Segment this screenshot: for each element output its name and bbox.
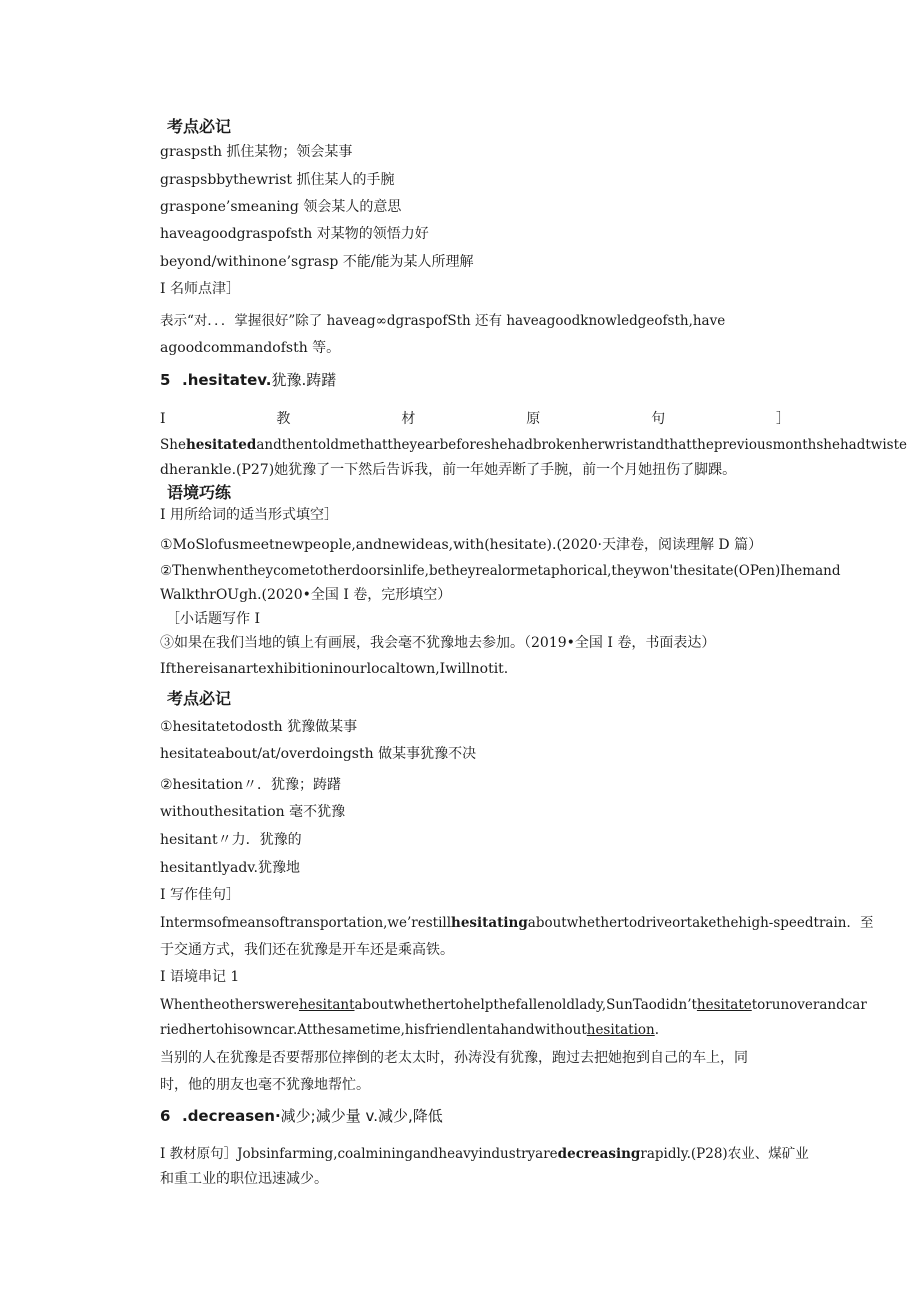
question-3-line1: ③如果在我们当地的镇上有画展，我会毫不犹豫地去参加。（2019•全国 I 卷，书面表达） xyxy=(160,635,716,651)
text-span: Intermsofmeansoftransportation,we’restill xyxy=(160,915,452,931)
source-char: I xyxy=(160,411,166,427)
question-2-line1: ②Thenwhentheycometotherdoorsinlife,betheyrealormetaphorical,theywon'thesitate(OPen)Ihemand xyxy=(160,563,841,579)
text-span: Jobsinfarming,coalminingandheavyindustryare xyxy=(237,1146,558,1162)
source-sentence-line2: dherankle.(P27)她犹豫了一下然后告诉我，前一年她弄断了手腕，前一个月她扭伤了脚踝。 xyxy=(160,462,737,478)
section-word: .hesitatev. xyxy=(182,371,272,389)
bold-keyword: hesitating xyxy=(451,915,528,931)
list-item: graspsth 抓住某物；领会某事 xyxy=(160,144,353,160)
section-word: .decreasen· xyxy=(182,1107,281,1125)
decrease-source-line1 xyxy=(160,1145,809,1163)
list-item: graspsbbythewrist 抓住某人的手腕 xyxy=(160,172,395,188)
tip-label: I 名师点津］ xyxy=(160,281,240,297)
source-char: 原 xyxy=(526,411,541,427)
chain-label: I 语境串记 1 xyxy=(160,969,240,985)
chain-line2 xyxy=(160,1021,659,1039)
source-sentence-line1 xyxy=(160,436,907,454)
section-heading-decrease xyxy=(160,1107,443,1125)
heading-kaodian-1: 考点必记 xyxy=(167,117,232,136)
section-number: 5 xyxy=(160,371,171,389)
source-label-spread xyxy=(160,410,790,428)
text-span: I 教材原句］ xyxy=(160,1146,238,1162)
text-span: aboutwhethertodriveortakethehigh-speedtrain．至 xyxy=(527,915,874,931)
underlined-word: hesitation xyxy=(586,1022,655,1038)
chain-line1 xyxy=(160,996,867,1014)
good-sentence-line1 xyxy=(160,914,873,932)
underlined-word: hesitate xyxy=(696,997,752,1013)
bold-keyword: decreasing xyxy=(557,1146,641,1162)
source-char: 材 xyxy=(401,411,416,427)
section-meaning: 减少;减少量 v.减少,降低 xyxy=(280,1107,443,1125)
decrease-source-line2: 和重工业的职位迅速减少。 xyxy=(160,1171,328,1187)
section-number: 6 xyxy=(160,1107,171,1125)
text-span: rapidly.(P28)农业、煤矿业 xyxy=(640,1146,809,1162)
writing-label: ［小话题写作 I xyxy=(166,611,260,627)
question-1: ①MoSlofusmeetnewpeople,andnewideas,with(hesitate).(2020·天津卷，阅读理解 D 篇） xyxy=(160,537,763,553)
text-span: riedhertohisowncar.Atthesametime,hisfriendlentahandwithout xyxy=(160,1022,587,1038)
list-item: hesitant〃力．犹豫的 xyxy=(160,832,302,848)
list-item: withouthesitation 毫不犹豫 xyxy=(160,804,346,820)
list-item: graspone’smeaning 领会某人的意思 xyxy=(160,199,402,215)
chain-chinese-line2: 时，他的朋友也毫不犹豫地帮忙。 xyxy=(160,1077,370,1093)
chain-chinese-line1: 当别的人在犹豫是否要帮那位摔倒的老太太时，孙涛没有犹豫，跑过去把她抱到自己的车上，同 xyxy=(160,1050,748,1066)
source-char: 教 xyxy=(276,411,291,427)
question-3-line2: Ifthereisanartexhibitioninourlocaltown,Iwillnotit. xyxy=(160,661,509,677)
tip-text-line1: 表示“对．．．掌握很好”除了 haveag∞dgraspofSth 还有 haveagoodknowledgeofsth,have xyxy=(160,313,726,329)
list-item: hesitantlyadv.犹豫地 xyxy=(160,860,300,876)
list-item: beyond/withinone’sgrasp 不能/能为某人所理解 xyxy=(160,254,474,270)
list-item: hesitateabout/at/overdoingsth 做某事犹豫不决 xyxy=(160,746,477,762)
text-span: aboutwhethertohelpthefallenoldlady,SunTaodidn’t xyxy=(354,997,697,1013)
text-span: torunoverandcar xyxy=(751,997,867,1013)
question-2-line2: WalkthrOUgh.(2020•全国 I 卷，完形填空） xyxy=(160,587,452,603)
text-span: . xyxy=(654,1022,660,1038)
text-span: Whentheotherswere xyxy=(160,997,299,1013)
list-item: ①hesitatetodosth 犹豫做某事 xyxy=(160,719,358,735)
bold-keyword: hesitated xyxy=(185,437,257,453)
good-sentence-label: I 写作佳句］ xyxy=(160,887,240,903)
list-item: haveagoodgraspofsth 对某物的领悟力好 xyxy=(160,226,429,242)
good-sentence-line2: 于交通方式，我们还在犹豫是开车还是乘高铁。 xyxy=(160,942,454,958)
heading-kaodian-2: 考点必记 xyxy=(167,689,232,708)
heading-practice: 语境巧练 xyxy=(167,483,232,502)
text-span: andthentoldmethattheyearbeforeshehadbrokenherwristandthatthepreviousmonthshehadtwiste xyxy=(256,437,907,453)
underlined-word: hesitant xyxy=(298,997,355,1013)
tip-text-line2: agoodcommandofsth 等。 xyxy=(160,340,341,356)
fill-label: I 用所给词的适当形式填空］ xyxy=(160,507,338,523)
section-heading-hesitate xyxy=(160,371,336,389)
source-char: ］ xyxy=(775,411,790,427)
source-char: 句 xyxy=(651,411,666,427)
list-item: ②hesitation〃．犹豫；踌躇 xyxy=(160,777,342,793)
text-span: She xyxy=(160,437,186,453)
section-meaning: 犹豫.踌躇 xyxy=(271,371,337,389)
